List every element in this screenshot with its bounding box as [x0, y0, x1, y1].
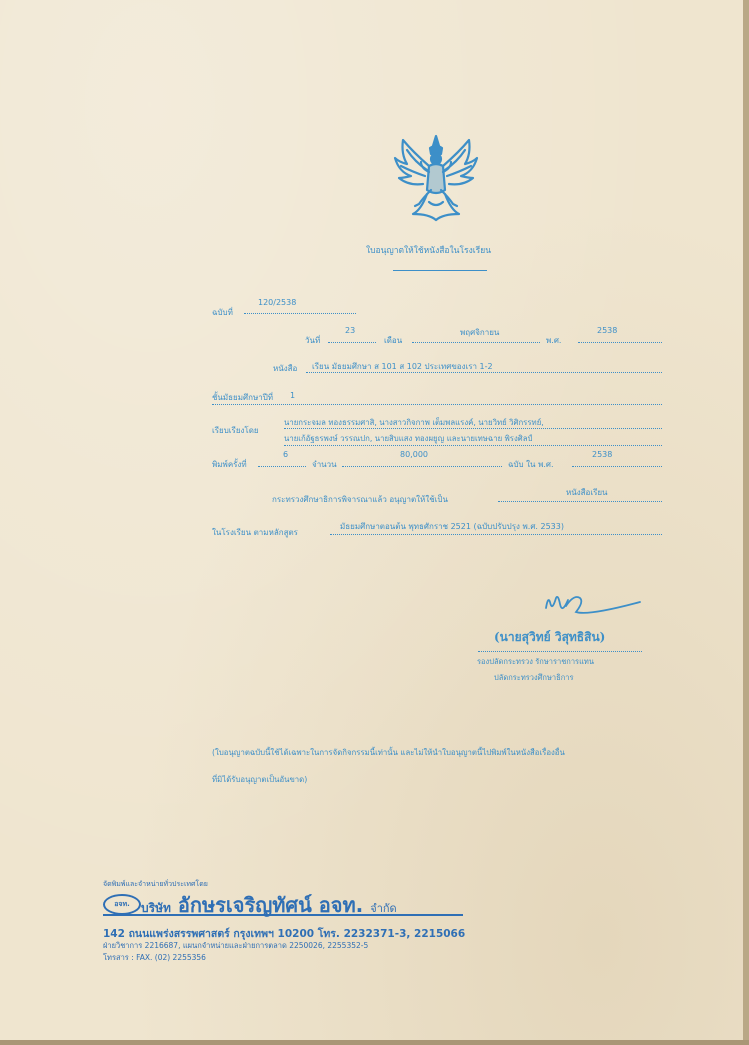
title-rule: [393, 270, 487, 271]
company-prefix: บริษัท: [141, 901, 171, 915]
company-suffix: จำกัด: [370, 902, 397, 915]
signer-title-1: รองปลัดกระทรวง รักษาราชการแทน: [477, 657, 594, 666]
distributed-by: จัดพิมพ์และจำหน่ายทั่วประเทศโดย: [103, 880, 208, 888]
month-label: เดือน: [384, 336, 403, 345]
issue-label: ฉบับที่: [212, 308, 233, 317]
authors-line-2: นายเก้อัฐธรพงษ์ วรรณปก, นายสิบแสง ทองผยูญ และนายเทษฉาย พิรงศิลป์: [284, 434, 533, 443]
company-name: [141, 889, 397, 921]
print-label: พิมพ์ครั้งที่: [212, 460, 247, 469]
company-fax: โทรสาร : FAX. (02) 2255356: [103, 953, 206, 962]
level-dots: [212, 404, 662, 405]
school-label: ในโรงเรียน ตามหลักสูตร: [212, 528, 298, 537]
page-edge-bottom: [0, 1040, 749, 1045]
book-value: เรียน มัธยมศึกษา ส 101 ส 102 ประเทศของเรา 1-2: [312, 362, 493, 371]
aksorn-logo-icon: [103, 894, 141, 915]
year-value: 2538: [597, 326, 618, 335]
curriculum-value: มัธยมศึกษาตอนต้น พุทธศักราช 2521 (ฉบับปรับปรุง พ.ศ. 2533): [340, 522, 564, 531]
authors-line-1: นายกระจมล ทองธรรมศาสิ, นางสาวกิจกาพ เต็มพลแรงค์, นายวิทย์ วิศิกรรทย์,: [284, 418, 544, 427]
note-line-2: ที่มิได้รับอนุญาตเป็นอันขาด): [212, 775, 308, 784]
allowed-as-value: หนังสือเรียน: [566, 488, 608, 497]
authors-dots-2: [284, 445, 662, 446]
page-edge-right: [743, 0, 749, 1045]
copies-year-dots: [572, 466, 662, 467]
company-address: 142 ถนนแพร่งสรรพศาสตร์ กรุงเทพฯ 10200 โทร. 2232371-3, 2215066: [103, 928, 466, 940]
issue-number: 120/2538: [258, 298, 297, 307]
print-number: 6: [283, 450, 289, 459]
curriculum-dots: [330, 534, 662, 535]
day-value: 23: [345, 326, 356, 335]
year-label: พ.ศ.: [546, 336, 562, 345]
month-value: พฤศจิกายน: [460, 328, 500, 337]
document-title: ใบอนุญาตให้ใช้หนังสือในโรงเรียน: [366, 246, 492, 256]
logo-text: อจท.: [114, 900, 130, 908]
allowed-dots: [498, 501, 662, 502]
signer-dots: [478, 651, 642, 652]
authors-dots-1: [284, 428, 662, 429]
day-dots: [328, 342, 376, 343]
note-line-1: (ใบอนุญาตฉบับนี้ใช้ได้เฉพาะในการจัดกิจกรรมนี้เท่านั้น และไม่ให้นำใบอนุญาตนี้ไปพิมพ์ในหนังสือเรื่องอื่น: [212, 748, 565, 757]
signer-title-2: ปลัดกระทรวงศึกษาธิการ: [494, 673, 574, 682]
level-value: 1: [290, 391, 296, 400]
qty-value: 80,000: [400, 450, 428, 459]
book-label: หนังสือ: [273, 364, 298, 373]
company-departments: ฝ่ายวิชาการ 2216687, แผนกจำหน่ายและฝ่ายการตลาด 2250026, 2255352-5: [103, 941, 369, 950]
authors-label: เรียบเรียงโดย: [212, 426, 259, 435]
signature-icon: [540, 588, 644, 626]
level-label: ชั้นมัธยมศึกษาปีที่: [212, 393, 274, 402]
month-dots: [412, 342, 540, 343]
garuda-emblem-icon: [393, 132, 479, 224]
copies-year-label: ฉบับ ใน พ.ศ.: [508, 460, 554, 469]
ministry-text: กระทรวงศึกษาธิการพิจารณาแล้ว อนุญาตให้ใช้เป็น: [272, 495, 448, 504]
print-dots: [258, 466, 306, 467]
date-label: วันที่: [305, 336, 321, 345]
qty-dots: [342, 466, 502, 467]
company-rule: [103, 914, 463, 916]
qty-label: จำนวน: [312, 460, 337, 469]
company-main-name: อักษรเจริญทัศน์ อจท.: [177, 893, 364, 917]
year-dots: [578, 342, 662, 343]
copies-year-value: 2538: [592, 450, 613, 459]
issue-dots: [244, 313, 356, 314]
signer-name: (นายสุวิทย์ วิสุทธิสิน): [494, 630, 606, 644]
